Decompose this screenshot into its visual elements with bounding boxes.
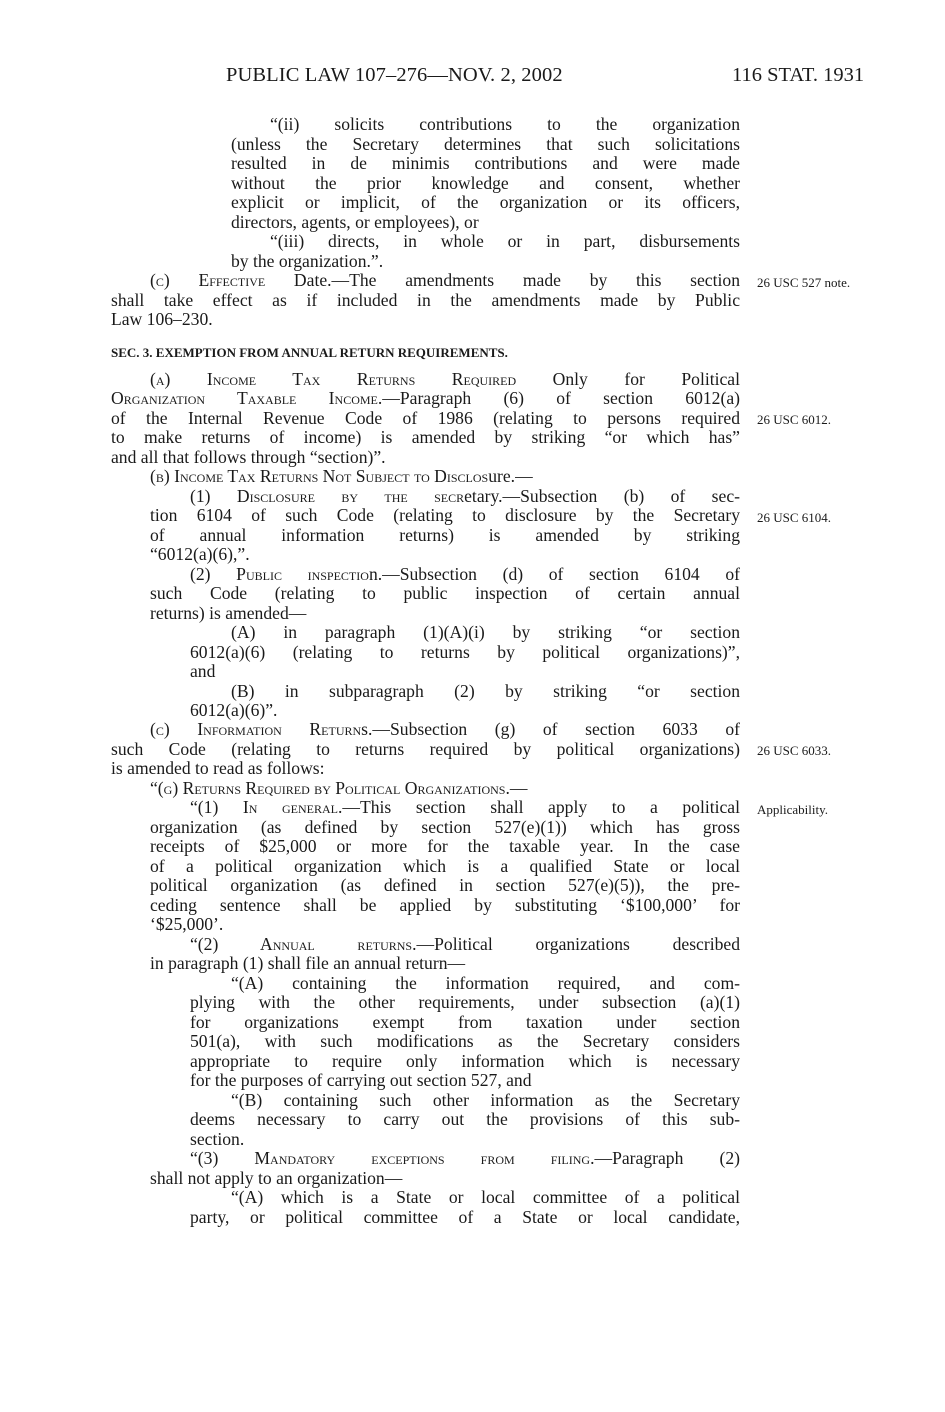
text-line: returns) is amended— (150, 603, 307, 623)
text-line: (c) Effective Date.—The amendments made by this section (150, 270, 740, 290)
text-line: to make returns of income) is amended by striking “or which has” (111, 427, 740, 447)
text-line: of a political organization which is a qualified State or local (150, 856, 740, 876)
margin-note: Applicability. (757, 802, 829, 817)
text-line: (a) Income Tax Returns Required Only for Political (150, 369, 740, 389)
text-line: “(1) In general.—This section shall apply to a political (190, 797, 741, 817)
text-line: political organization (as defined in section 527(e)(5)), the pre- (150, 875, 740, 895)
margin-note: 26 USC 6012. (757, 412, 832, 427)
text-line: for the purposes of carrying out section 527, and (190, 1070, 532, 1090)
text-line: shall take effect as if included in the amendments made by Public (111, 290, 740, 310)
text-line: receipts of $25,000 or more for the taxable year. In the case (150, 836, 740, 856)
text-line: plying with the other requirements, under subsection (a)(1) (190, 992, 740, 1012)
text-line: “(A) containing the information required, and com- (231, 973, 740, 993)
text-line: explicit or implicit, of the organization or its officers, (231, 192, 740, 212)
text-line: “(2) Annual returns.—Political organizations described (190, 934, 741, 954)
page-header-title: PUBLIC LAW 107–276—NOV. 2, 2002 (226, 64, 563, 86)
text-line: “(iii) directs, in whole or in part, disbursements (270, 231, 740, 251)
text-line: of annual information returns) is amended by striking (150, 525, 740, 545)
text-line: directors, agents, or employees), or (231, 212, 479, 232)
margin-note: 26 USC 6104. (757, 510, 832, 525)
text-line: 6012(a)(6) (relating to returns by political organizations)”, (190, 642, 740, 662)
text-line: (2) Public inspection.—Subsection (d) of section 6104 of (190, 564, 741, 584)
text-line: appropriate to require only information which is necessary (190, 1051, 740, 1071)
text-line: 6012(a)(6)”. (190, 700, 278, 720)
section-heading: SEC. 3. EXEMPTION FROM ANNUAL RETURN REQUIREMENTS. (111, 345, 508, 360)
text-line: section. (190, 1129, 245, 1149)
text-line: Law 106–230. (111, 309, 213, 329)
text-line: (1) Disclosure by the secretary.—Subsection (b) of sec- (190, 486, 740, 506)
text-line: Organization Taxable Income.—Paragraph (6) of section 6012(a) (111, 388, 740, 408)
text-line: shall not apply to an organization— (150, 1168, 403, 1188)
page-header-stat: 116 STAT. 1931 (732, 64, 865, 86)
text-line: such Code (relating to public inspection of certain annual (150, 583, 740, 603)
text-line: organization (as defined by section 527(e)(1)) which has gross (150, 817, 740, 837)
text-line: “(B) containing such other information as the Secretary (231, 1090, 740, 1110)
text-line: by the organization.”. (231, 251, 384, 271)
text-line: (c) Information Returns.—Subsection (g) of section 6033 of (150, 719, 740, 739)
text-line: such Code (relating to returns required by political organizations) (111, 739, 740, 759)
text-line: and all that follows through “section)”. (111, 447, 386, 467)
text-line: (unless the Secretary determines that such solicitations (231, 134, 740, 154)
text-line: in paragraph (1) shall file an annual return— (150, 953, 466, 973)
text-line: “(A) which is a State or local committee of a political (231, 1187, 740, 1207)
text-line: is amended to read as follows: (111, 758, 325, 778)
text-line: and (190, 661, 216, 681)
text-line: “(3) Mandatory exceptions from filing.—Paragraph (2) (190, 1148, 740, 1168)
text-line: “6012(a)(6),”. (150, 544, 250, 564)
text-line: ceding sentence shall be applied by substituting ‘$100,000’ for (150, 895, 740, 915)
text-line: “(g) Returns Required by Political Organizations.— (150, 778, 528, 798)
margin-note: 26 USC 527 note. (757, 275, 851, 290)
text-line: (b) Income Tax Returns Not Subject to Disclosure.— (150, 466, 533, 486)
text-line: without the prior knowledge and consent, whether (231, 173, 740, 193)
text-line: deems necessary to carry out the provisions of this sub- (190, 1109, 740, 1129)
text-line: ‘$25,000’. (150, 914, 224, 934)
text-line: for organizations exempt from taxation under section (190, 1012, 740, 1032)
text-line: of the Internal Revenue Code of 1986 (relating to persons required (111, 408, 740, 428)
text-line: (A) in paragraph (1)(A)(i) by striking “or section (231, 622, 740, 642)
text-line: “(ii) solicits contributions to the organization (270, 114, 740, 134)
text-line: tion 6104 of such Code (relating to disclosure by the Secretary (150, 505, 740, 525)
text-line: resulted in de minimis contributions and were made (231, 153, 740, 173)
text-line: party, or political committee of a State or local candidate, (190, 1207, 740, 1227)
margin-note: 26 USC 6033. (757, 743, 832, 758)
text-line: (B) in subparagraph (2) by striking “or section (231, 681, 740, 701)
text-line: 501(a), with such modifications as the Secretary considers (190, 1031, 740, 1051)
